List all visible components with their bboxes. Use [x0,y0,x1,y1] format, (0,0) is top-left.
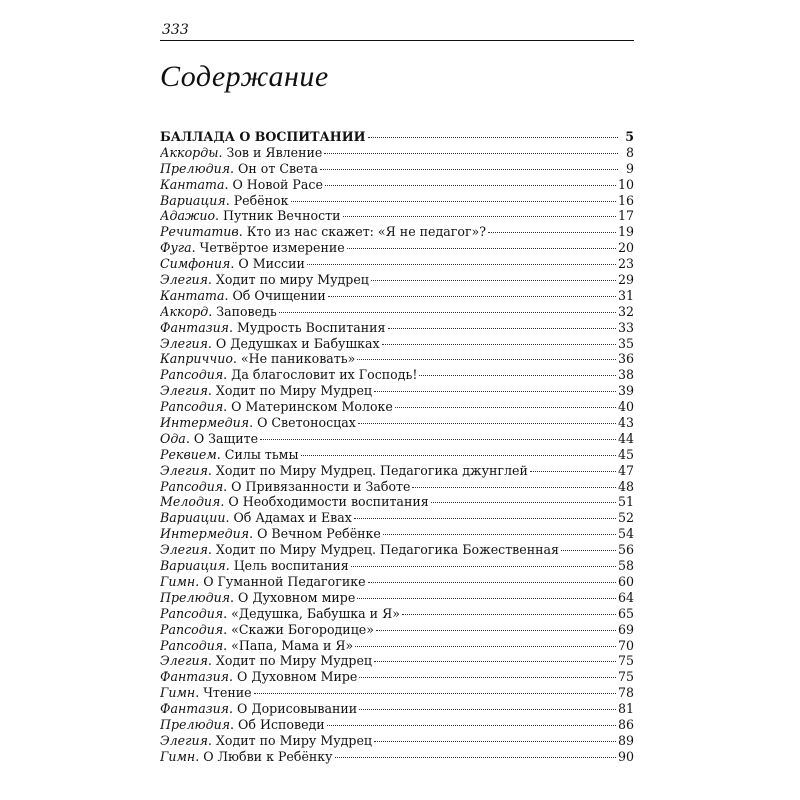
toc-entry-genre: Каприччио [160,351,233,367]
dot-leader [395,407,616,408]
toc-entry-page: 48 [617,478,634,494]
dot-leader [419,375,616,376]
toc-entry [160,208,634,224]
toc-entry-title [160,669,357,684]
toc-entry-page: 81 [617,701,634,717]
toc-entry [160,367,634,383]
toc-entry [160,526,634,542]
dot-leader [359,709,616,710]
toc-entry [160,431,634,447]
toc-entry-title [160,431,258,446]
toc-entry-page: 51 [617,494,634,510]
toc-entry-page: 33 [617,319,634,335]
dot-leader [325,185,616,186]
dot-leader [383,534,616,535]
toc-entry [160,542,634,558]
toc-entry-page: 29 [617,272,634,288]
toc-entry-page: 43 [617,415,634,431]
toc-entry-text: . Кто из нас скажет: «Я не педагог»? [238,224,487,240]
toc-entry [160,193,634,209]
toc-entry-title [160,193,289,208]
toc-entry-genre: Фантазия [160,669,230,685]
toc-entry-text: . Зов и Явление [218,144,323,160]
toc-entry [160,399,634,415]
toc-entry-text: . «Скажи Богородице» [223,621,374,637]
toc-entry-text: . Об Очищении [224,287,326,303]
toc-entry-page: 44 [617,430,634,446]
toc-entry-page: 89 [617,732,634,748]
dot-leader [368,137,619,138]
toc-entry-title [160,351,355,366]
dot-leader [358,423,616,424]
dot-leader [359,677,616,678]
toc-entry [160,336,634,352]
toc-entry-genre: Ода [160,430,186,446]
toc-entry-page: 75 [617,653,634,669]
dot-leader [301,455,616,456]
toc-entry [160,320,634,336]
toc-entry-text: . Ходит по Миру Мудрец [207,732,373,748]
toc-entry-genre: Элегия [160,272,208,288]
toc-entry-page: 8 [625,144,634,160]
toc-entry-title [160,161,318,176]
header-rule [160,40,634,41]
toc-entry-page: 45 [617,446,634,462]
toc-entry-title [160,208,341,223]
toc-entry [160,669,634,685]
toc-entry [160,494,634,510]
toc-entry-genre: Адажио [160,208,216,224]
toc-entry-text: . «Дедушка, Бабушка и Я» [223,605,400,621]
dot-leader [374,391,616,392]
toc-entry [160,447,634,463]
toc-entry [160,638,634,654]
toc-entry-page: 31 [617,287,634,303]
dot-leader [488,232,616,233]
toc-entry-page: 52 [617,510,634,526]
toc-entry-page: 32 [617,303,634,319]
toc-entry [160,383,634,399]
toc-entry-page: 40 [617,399,634,415]
toc-entry-text: . Ребёнок [225,192,289,208]
toc-entry-title [160,479,410,494]
toc-entry [160,415,634,431]
toc-entry [160,224,634,240]
toc-entry-title [160,622,374,637]
toc-entry-genre: Кантата [160,176,225,192]
toc-entry-text: . Да благословит их Господь! [223,367,418,383]
toc-entry-title [160,256,305,271]
toc-entry-genre: Кантата [160,287,225,303]
dot-leader [324,153,618,154]
dot-leader [530,471,616,472]
toc-entry-page: 64 [617,589,634,605]
toc-entry-title [160,304,277,319]
toc-entry-title [160,320,386,335]
toc-entry-title [160,224,486,239]
dot-leader [412,487,615,488]
toc-entry-page: 47 [617,462,634,478]
toc-entry-title [160,574,366,589]
toc-entry-title [160,383,372,398]
toc-entry-genre: Рапсодия [160,478,224,494]
toc-entry-genre: Вариация [160,558,226,574]
toc-entry-title [160,399,393,414]
toc-entry-text: . О Привязанности и Заботе [223,478,411,494]
toc-entry-title [160,606,400,621]
toc-entry [160,463,634,479]
dot-leader [335,757,616,758]
toc-entry [160,240,634,256]
toc-entry [160,701,634,717]
toc-entry-page: 23 [617,256,634,272]
toc-entry-page: 70 [617,637,634,653]
toc-entry-title [160,653,372,668]
toc-entry-title [160,240,345,255]
toc-entry-genre: Аккорд [160,303,209,319]
dot-leader [328,296,616,297]
dot-leader [371,280,616,281]
toc-entry-title [160,685,252,700]
dot-leader [402,614,616,615]
toc-entry-page: 56 [617,542,634,558]
toc-entry [160,558,634,574]
toc-entry-text: . О Новой Расе [224,176,323,192]
dot-leader [357,598,616,599]
toc-entry-page: 39 [617,383,634,399]
toc-entry-page: 90 [617,748,634,764]
dot-leader [307,264,616,265]
table-of-contents [160,129,634,765]
toc-entry [160,733,634,749]
toc-entry-page: 5 [625,129,634,144]
dot-leader [388,328,616,329]
toc-entry-title [160,701,357,716]
toc-entry-text: . Заповедь [208,303,277,319]
toc-entry-genre: Мелодия [160,494,221,510]
toc-entry-page: 78 [617,685,634,701]
toc-entry [160,177,634,193]
dot-leader [279,312,616,313]
dot-leader [374,741,616,742]
toc-entry-genre: Элегия [160,383,208,399]
toc-entry-title [160,717,325,732]
toc-entry-genre: Фуга [160,240,192,256]
toc-entry-title [160,542,559,557]
toc-entry-title [160,177,323,192]
toc-entry-page: 75 [617,669,634,685]
toc-entry-page: 60 [617,573,634,589]
toc-entry-page: 36 [617,351,634,367]
toc-entry-text: . Ходит по Миру Мудрец [207,383,373,399]
toc-entry-text: . Путник Вечности [215,208,341,224]
toc-entry [160,256,634,272]
toc-entry-title [160,288,326,303]
toc-entry-text: . Ходит по Миру Мудрец [207,653,373,669]
toc-entry-genre: Рапсодия [160,637,224,653]
toc-entry-text: . О Гуманной Педагогике [195,573,366,589]
toc-entry-genre: Речитатив [160,224,239,240]
toc-entry-text: . О Миссии [230,256,305,272]
toc-entry-title [160,336,380,351]
toc-entry-title [160,526,381,541]
dot-leader [320,169,618,170]
toc-entry-text: . О Любви к Ребёнку [195,748,333,764]
dot-leader [347,248,616,249]
toc-entry-text: . «Не паниковать» [232,351,356,367]
toc-entry-page: 69 [617,621,634,637]
toc-entry-genre: Прелюдия [160,716,231,732]
toc-entry-page: 17 [617,208,634,224]
dot-leader [260,439,616,440]
dot-leader [368,582,616,583]
toc-entry-text: . Силы тьмы [216,446,299,462]
toc-entry-text: . О Дорисовывании [229,701,358,717]
toc-entry-text: . Мудрость Воспитания [229,319,386,335]
toc-entry [160,145,634,161]
toc-entry-title [160,129,366,144]
toc-entry-page: 20 [617,240,634,256]
toc-entry-genre: Реквием [160,446,217,462]
toc-entry-page: 19 [617,224,634,240]
toc-entry-genre: Гимн [160,573,196,589]
dot-leader [382,344,616,345]
toc-entry-text: . Он от Света [230,160,318,176]
toc-entry [160,622,634,638]
toc-entry [160,717,634,733]
toc-entry-title [160,558,349,573]
page-number: 333 [162,22,189,38]
toc-entry-text: . «Папа, Мама и Я» [223,637,354,653]
toc-entry-genre: Элегия [160,732,208,748]
toc-entry-page: 38 [617,367,634,383]
toc-entry-genre: Интермедия [160,526,250,542]
toc-entry-genre: Рапсодия [160,367,224,383]
toc-entry-text: БАЛЛАДА О ВОСПИТАНИИ [160,129,366,144]
toc-entry-page: 9 [625,160,634,176]
toc-entry-text: . О Материнском Молоке [223,399,393,415]
dot-leader [376,630,616,631]
toc-entry [160,510,634,526]
toc-entry [160,606,634,622]
toc-entry-page: 10 [617,176,634,192]
toc-entry [160,590,634,606]
dot-leader [327,725,616,726]
toc-entry-genre: Фантазия [160,319,230,335]
toc-entry [160,161,634,177]
toc-entry-genre: Рапсодия [160,399,224,415]
toc-entry-text: . Цель воспитания [225,558,349,574]
toc-entry-title [160,367,417,382]
toc-entry-text: . Об Адамах и Евах [225,510,352,526]
toc-entry-genre: Рапсодия [160,621,224,637]
dot-leader [254,693,616,694]
toc-entry-genre: Интермедия [160,415,250,431]
toc-entry [160,288,634,304]
toc-entry [160,272,634,288]
toc-entry-title [160,447,299,462]
toc-entry-genre: Гимн [160,748,196,764]
toc-entry-page: 16 [617,192,634,208]
toc-entry-title [160,749,333,764]
toc-entry-text: . О Вечном Ребёнке [249,526,381,542]
toc-entry-title [160,463,528,478]
toc-entry [160,685,634,701]
toc-entry-page: 65 [617,605,634,621]
toc-entry-page: 54 [617,526,634,542]
toc-entry-text: . Об Исповеди [230,716,325,732]
toc-entry-text: . О Духовном Мире [229,669,358,685]
toc-entry-genre: Элегия [160,462,208,478]
toc-entry [160,479,634,495]
toc-entry [160,351,634,367]
toc-entry-genre: Прелюдия [160,160,231,176]
toc-entry-genre: Элегия [160,335,208,351]
toc-entry-text: . О Светоносцах [249,415,356,431]
toc-entry-genre: Фантазия [160,701,230,717]
toc-entry-genre: Вариация [160,192,226,208]
dot-leader [561,550,616,551]
toc-entry-text: . О Необходимости воспитания [220,494,429,510]
toc-entry-genre: Вариации [160,510,226,526]
toc-entry-genre: Элегия [160,542,208,558]
toc-entry-genre: Рапсодия [160,605,224,621]
toc-entry [160,749,634,765]
toc-entry [160,574,634,590]
toc-entry-title [160,272,369,287]
toc-entry-genre: Аккорды [160,144,219,160]
dot-leader [355,646,616,647]
toc-entry-text: . Ходит по миру Мудрец [207,272,369,288]
toc-entry [160,304,634,320]
dot-leader [343,216,616,217]
toc-entry-title [160,494,429,509]
toc-entry-page: 35 [617,335,634,351]
toc-entry [160,653,634,669]
toc-entry-text: . О Духовном мире [230,589,356,605]
toc-entry [160,129,634,145]
toc-entry-page: 58 [617,558,634,574]
dot-leader [354,518,616,519]
toc-entry-title [160,733,372,748]
toc-entry-title [160,510,352,525]
toc-entry-title [160,590,355,605]
dot-leader [351,566,616,567]
toc-entry-page: 86 [617,716,634,732]
toc-entry-text: . Чтение [195,685,252,701]
toc-entry-title [160,638,353,653]
toc-entry-genre: Гимн [160,685,196,701]
toc-entry-text: . Четвёртое измерение [191,240,345,256]
toc-entry-genre: Прелюдия [160,589,231,605]
toc-entry-genre: Элегия [160,653,208,669]
toc-entry-title [160,145,322,160]
dot-leader [431,502,616,503]
toc-entry-text: . Ходит по Миру Мудрец. Педагогика Божественная [207,542,559,558]
page-title: Содержание [160,60,329,93]
toc-entry-text: . О Защите [185,430,259,446]
dot-leader [374,661,616,662]
toc-entry-text: . О Дедушках и Бабушках [207,335,380,351]
toc-entry-genre: Симфония [160,256,231,272]
toc-entry-text: . Ходит по Миру Мудрец. Педагогика джунглей [207,462,528,478]
toc-entry-title [160,415,356,430]
dot-leader [291,201,616,202]
dot-leader [357,359,616,360]
